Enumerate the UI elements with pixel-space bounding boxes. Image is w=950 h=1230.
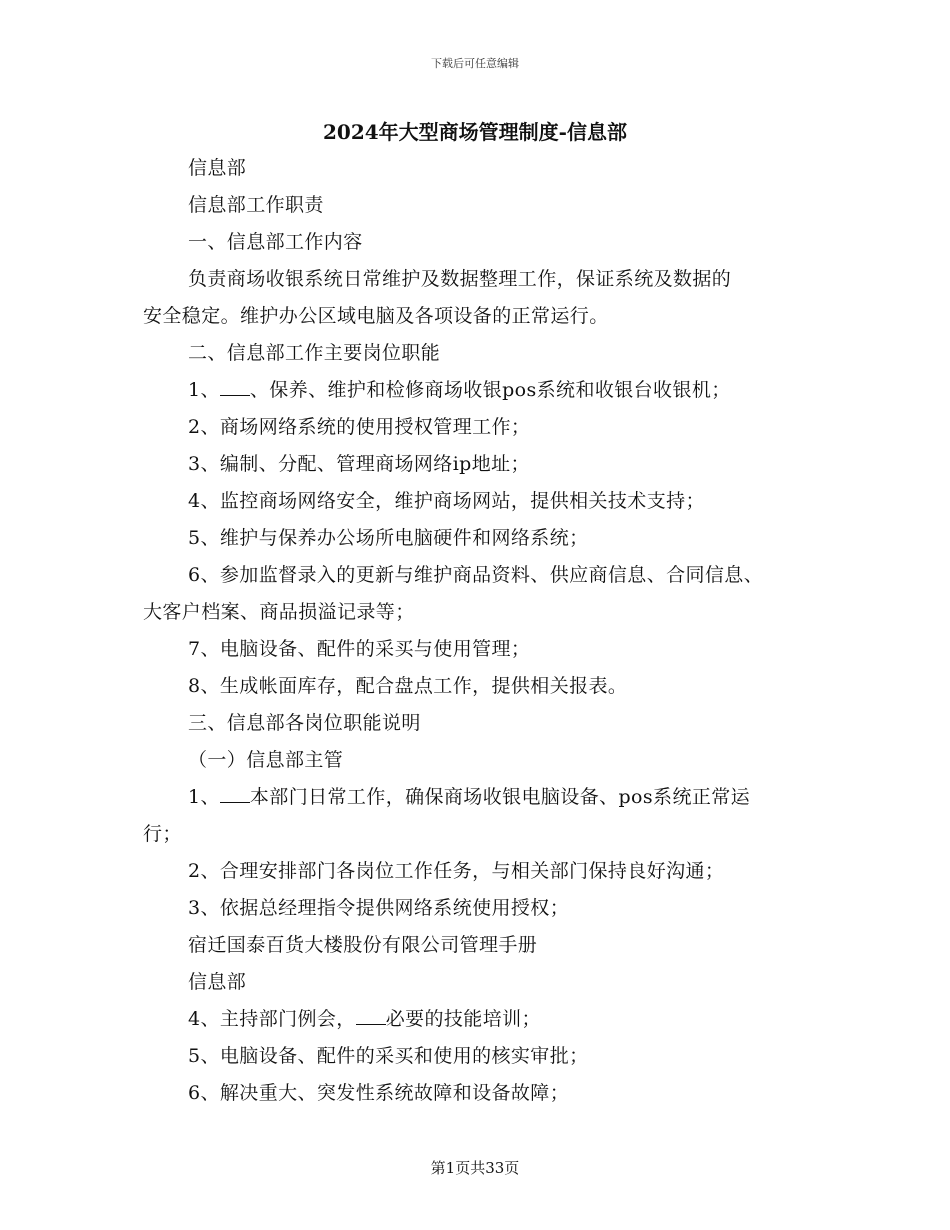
- fill-in-blank: [220, 373, 250, 396]
- fill-in-blank: [220, 780, 250, 803]
- paragraph-line: 二、信息部工作主要岗位职能: [188, 342, 441, 364]
- fill-in-blank: [356, 1002, 386, 1025]
- paragraph-line: 2、合理安排部门各岗位工作任务，与相关部门保持良好沟通；: [188, 860, 725, 882]
- paragraph-line: 6、解决重大、突发性系统故障和设备故障；: [188, 1082, 570, 1104]
- line-text-before-blank: 4、主持部门例会，: [188, 1008, 356, 1030]
- paragraph-line: 信息部: [188, 157, 247, 179]
- paragraph-line: 3、依据总经理指令提供网络系统使用授权；: [188, 897, 570, 919]
- paragraph-line: 负责商场收银系统日常维护及数据整理工作，保证系统及数据的: [188, 268, 732, 290]
- paragraph-line: 5、维护与保养办公场所电脑硬件和网络系统；: [188, 527, 589, 549]
- paragraph-line: 宿迁国泰百货大楼股份有限公司管理手册: [188, 934, 538, 956]
- header-note: 下载后可任意编辑: [431, 57, 519, 70]
- paragraph-line: [143, 1001, 823, 1038]
- document-body: [143, 150, 823, 1112]
- paragraph-line: 三、信息部各岗位职能说明: [188, 712, 421, 734]
- paragraph-line: 安全稳定。维护办公区域电脑及各项设备的正常运行。: [143, 305, 609, 327]
- line-text-after-blank: 必要的技能培训；: [385, 1008, 541, 1030]
- paragraph-line: [143, 372, 823, 409]
- page-footer: 第1页共33页: [430, 1159, 520, 1177]
- paragraph-line: 5、电脑设备、配件的采买和使用的核实审批；: [188, 1045, 589, 1067]
- line-text-before-blank: 1、: [188, 379, 220, 401]
- paragraph-line: 8、生成帐面库存，配合盘点工作，提供相关报表。: [188, 675, 628, 697]
- paragraph-line: 2、商场网络系统的使用授权管理工作；: [188, 416, 531, 438]
- paragraph-line: （一）信息部主管: [188, 749, 344, 771]
- paragraph-line: 4、监控商场网络安全，维护商场网站，提供相关技术支持；: [188, 490, 705, 512]
- paragraph-line: 大客户档案、商品损溢记录等；: [143, 601, 415, 623]
- line-text-before-blank: 1、: [188, 786, 220, 808]
- paragraph-line: 行；: [143, 823, 182, 845]
- paragraph-line: 信息部: [188, 971, 247, 993]
- line-text-after-blank: 、保养、维护和检修商场收银pos系统和收银台收银机；: [249, 379, 731, 401]
- paragraph-line: 信息部工作职责: [188, 194, 324, 216]
- paragraph-line: 6、参加监督录入的更新与维护商品资料、供应商信息、合同信息、: [188, 564, 764, 586]
- line-text-after-blank: 本部门日常工作，确保商场收银电脑设备、pos系统正常运: [249, 786, 751, 808]
- document-title: 2024年大型商场管理制度-信息部: [323, 120, 627, 144]
- paragraph-line: 一、信息部工作内容: [188, 231, 363, 253]
- paragraph-line: 7、电脑设备、配件的采买与使用管理；: [188, 638, 531, 660]
- paragraph-line: 3、编制、分配、管理商场网络ip地址；: [188, 453, 530, 475]
- paragraph-line: [143, 779, 823, 816]
